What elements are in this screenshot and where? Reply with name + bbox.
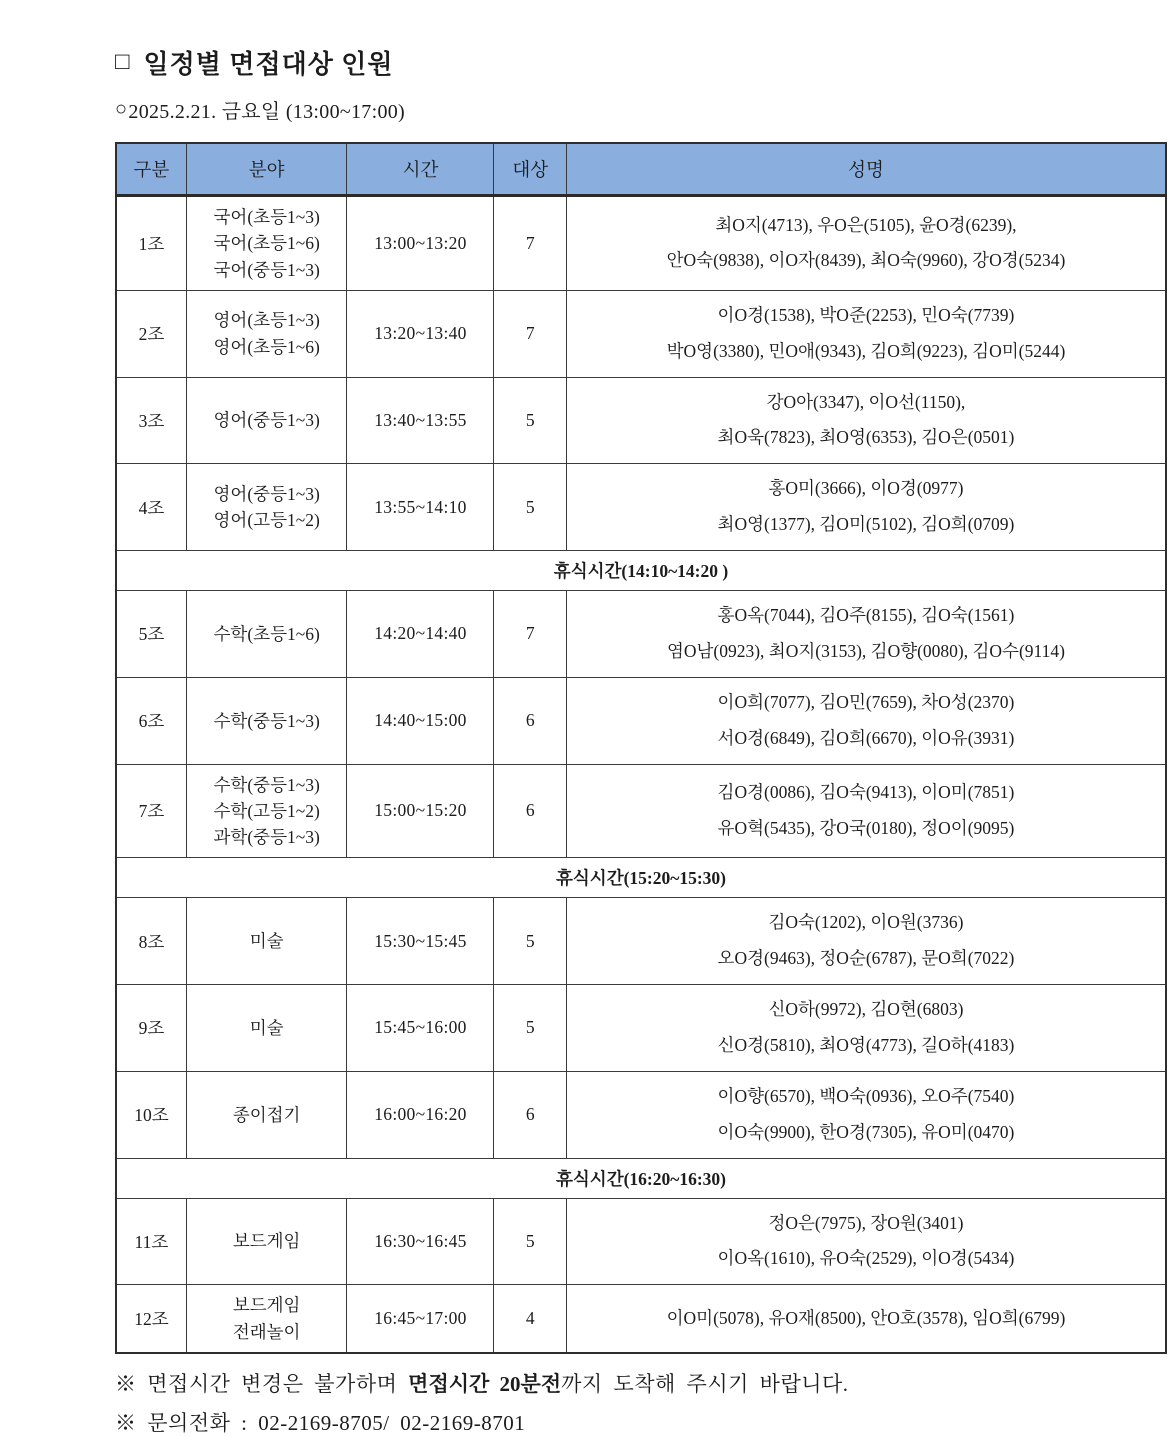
name-line: 이O미(5078), 유O재(8500), 안O호(3578), 임O희(6799) xyxy=(666,1307,1066,1328)
group-cell: 9조 xyxy=(116,985,186,1072)
schedule-table xyxy=(115,142,1167,1354)
count-cell: 5 xyxy=(494,377,566,464)
column-header: 대상 xyxy=(494,143,566,196)
field-line: 수학(초등1~6) xyxy=(213,623,320,644)
field-line: 영어(초등1~6) xyxy=(213,336,320,357)
count-cell: 5 xyxy=(494,985,566,1072)
field-line: 국어(중등1~3) xyxy=(213,259,320,280)
field-cell xyxy=(186,591,347,678)
field-cell xyxy=(186,985,347,1072)
names-cell xyxy=(566,1285,1166,1353)
group-cell: 12조 xyxy=(116,1285,186,1353)
footnote: ※ 면접시간 변경은 불가하며 면접시간 20분전까지 도착해 주시기 바랍니다. xyxy=(115,1371,849,1396)
name-line: 신O하(9972), 김O현(6803) xyxy=(768,999,964,1019)
time-cell: 15:00~15:20 xyxy=(347,764,494,858)
column-header: 성명 xyxy=(566,143,1166,196)
names-cell xyxy=(566,985,1166,1072)
time-cell: 13:20~13:40 xyxy=(347,290,494,377)
field-line: 영어(고등1~2) xyxy=(213,510,320,531)
count-cell: 5 xyxy=(494,464,566,551)
names-cell xyxy=(566,464,1166,551)
field-line: 미술 xyxy=(249,931,284,951)
time-cell: 13:40~13:55 xyxy=(347,377,494,464)
reference-mark-icon: ※ xyxy=(115,1371,148,1396)
field-line: 영어(중등1~3) xyxy=(213,483,320,504)
group-cell: 8조 xyxy=(116,898,186,985)
page-title xyxy=(115,44,1170,81)
group-cell: 10조 xyxy=(116,1071,186,1158)
field-line: 영어(중등1~3) xyxy=(213,410,320,431)
break-label: 휴식시간(14:10~14:20 ) xyxy=(116,551,1166,591)
date-subtitle-text: 2025.2.21. 금요일 (13:00~17:00) xyxy=(128,101,406,123)
field-cell xyxy=(186,290,347,377)
time-cell: 13:55~14:10 xyxy=(347,464,494,551)
field-line: 종이접기 xyxy=(232,1104,301,1125)
group-cell: 5조 xyxy=(116,591,186,678)
count-cell: 7 xyxy=(494,196,566,291)
break-row xyxy=(116,551,1166,591)
field-line: 보드게임 xyxy=(232,1295,301,1316)
name-line: 이O옥(1610), 유O숙(2529), 이O경(5434) xyxy=(717,1248,1015,1269)
names-cell xyxy=(566,196,1166,291)
names-cell xyxy=(566,1071,1166,1158)
name-line: 이O향(6570), 백O숙(0936), 오O주(7540) xyxy=(717,1085,1015,1106)
field-line: 수학(고등1~2) xyxy=(213,800,320,821)
name-line: 정O은(7975), 장O원(3401) xyxy=(768,1212,964,1233)
break-label: 휴식시간(15:20~15:30) xyxy=(116,858,1166,898)
count-cell: 5 xyxy=(494,898,566,985)
table-row xyxy=(116,985,1166,1072)
break-row xyxy=(116,858,1166,898)
time-cell: 16:30~16:45 xyxy=(347,1198,494,1285)
names-cell xyxy=(566,764,1166,858)
field-cell xyxy=(186,764,347,858)
name-line: 이O숙(9900), 한O경(7305), 유O미(0470) xyxy=(717,1121,1015,1142)
names-cell xyxy=(566,377,1166,464)
field-cell xyxy=(186,677,347,764)
table-row xyxy=(116,591,1166,678)
name-line: 강O아(3347), 이O선(1150), xyxy=(766,391,966,412)
field-line: 전래놀이 xyxy=(232,1321,301,1342)
checkbox-icon: □ xyxy=(115,48,130,75)
field-cell xyxy=(186,1198,347,1285)
name-line: 유O혁(5435), 강O국(0180), 정O이(9095) xyxy=(717,817,1015,838)
table-row xyxy=(116,464,1166,551)
field-cell xyxy=(186,377,347,464)
count-cell: 5 xyxy=(494,1198,566,1285)
group-cell: 7조 xyxy=(116,764,186,858)
count-cell: 6 xyxy=(494,677,566,764)
field-line: 보드게임 xyxy=(232,1231,301,1252)
name-line: 김O숙(1202), 이O원(3736) xyxy=(768,912,964,933)
break-row xyxy=(116,1158,1166,1198)
group-cell: 11조 xyxy=(116,1198,186,1285)
reference-mark-icon: ※ xyxy=(115,1410,148,1435)
count-cell: 7 xyxy=(494,290,566,377)
footnotes xyxy=(115,1368,1167,1437)
table-row xyxy=(116,764,1166,858)
field-cell xyxy=(186,898,347,985)
field-line: 수학(중등1~3) xyxy=(213,710,320,731)
group-cell: 6조 xyxy=(116,677,186,764)
column-header: 시간 xyxy=(347,143,494,196)
circle-bullet-icon: ○ xyxy=(115,98,128,120)
time-cell: 14:20~14:40 xyxy=(347,591,494,678)
name-line: 최O욱(7823), 최O영(6353), 김O은(0501) xyxy=(717,427,1015,448)
time-cell: 14:40~15:00 xyxy=(347,677,494,764)
name-line: 이O경(1538), 박O준(2253), 민O숙(7739) xyxy=(717,304,1015,325)
name-line: 김O경(0086), 김O숙(9413), 이O미(7851) xyxy=(717,782,1015,802)
time-cell: 15:45~16:00 xyxy=(347,985,494,1072)
table-row xyxy=(116,290,1166,377)
name-line: 오O경(9463), 정O순(6787), 문O희(7022) xyxy=(717,948,1015,969)
break-label: 휴식시간(16:20~16:30) xyxy=(116,1158,1166,1198)
field-line: 국어(초등1~3) xyxy=(213,207,320,227)
table-row xyxy=(116,1071,1166,1158)
header-row xyxy=(116,143,1166,196)
name-line: 최O영(1377), 김O미(5102), 김O희(0709) xyxy=(717,514,1015,535)
names-cell xyxy=(566,677,1166,764)
group-cell: 2조 xyxy=(116,290,186,377)
count-cell: 7 xyxy=(494,591,566,678)
count-cell: 4 xyxy=(494,1285,566,1353)
table-row xyxy=(116,677,1166,764)
field-line: 영어(초등1~3) xyxy=(213,310,320,331)
table-row xyxy=(116,377,1166,464)
names-cell xyxy=(566,1198,1166,1285)
time-cell: 13:00~13:20 xyxy=(347,196,494,291)
table-row xyxy=(116,1198,1166,1285)
name-line: 박O영(3380), 민O애(9343), 김O희(9223), 김O미(5244) xyxy=(666,340,1066,361)
field-cell xyxy=(186,1285,347,1353)
name-line: 신O경(5810), 최O영(4773), 길O하(4183) xyxy=(717,1034,1015,1055)
name-line: 최O지(4713), 우O은(5105), 윤O경(6239), xyxy=(715,214,1017,235)
field-cell xyxy=(186,196,347,291)
field-line: 미술 xyxy=(249,1017,284,1038)
time-cell: 15:30~15:45 xyxy=(347,898,494,985)
time-cell: 16:00~16:20 xyxy=(347,1071,494,1158)
table-row xyxy=(116,196,1166,291)
name-line: 서O경(6849), 김O희(6670), 이O유(3931) xyxy=(717,727,1015,748)
time-cell: 16:45~17:00 xyxy=(347,1285,494,1353)
page-title-text: 일정별 면접대상 인원 xyxy=(143,50,394,79)
names-cell xyxy=(566,591,1166,678)
table-row xyxy=(116,898,1166,985)
column-header: 분야 xyxy=(186,143,347,196)
group-cell: 4조 xyxy=(116,464,186,551)
name-line: 이O희(7077), 김O민(7659), 차O성(2370) xyxy=(717,691,1015,712)
field-line: 과학(중등1~3) xyxy=(213,827,320,847)
names-cell xyxy=(566,898,1166,985)
group-cell: 1조 xyxy=(116,196,186,291)
name-line: 홍O미(3666), 이O경(0977) xyxy=(768,478,964,499)
field-cell xyxy=(186,1071,347,1158)
count-cell: 6 xyxy=(494,1071,566,1158)
group-cell: 3조 xyxy=(116,377,186,464)
table-row xyxy=(116,1285,1166,1353)
footnote-bold-text: 면접시간 20분전 xyxy=(408,1371,562,1396)
count-cell: 6 xyxy=(494,764,566,858)
field-line: 수학(중등1~3) xyxy=(213,774,320,795)
field-cell xyxy=(186,464,347,551)
name-line: 안O숙(9838), 이O자(8439), 최O숙(9960), 강O경(5234) xyxy=(666,250,1066,271)
footnote: ※ 문의전화 : 02-2169-8705/ 02-2169-8701 xyxy=(115,1410,526,1435)
names-cell xyxy=(566,290,1166,377)
name-line: 홍O옥(7044), 김O주(8155), 김O숙(1561) xyxy=(717,605,1015,625)
field-line: 국어(초등1~6) xyxy=(213,233,320,254)
name-line: 염O남(0923), 최O지(3153), 김O향(0080), 김O수(9114) xyxy=(666,640,1065,661)
date-subtitle xyxy=(115,95,1170,124)
column-header: 구분 xyxy=(116,143,186,196)
